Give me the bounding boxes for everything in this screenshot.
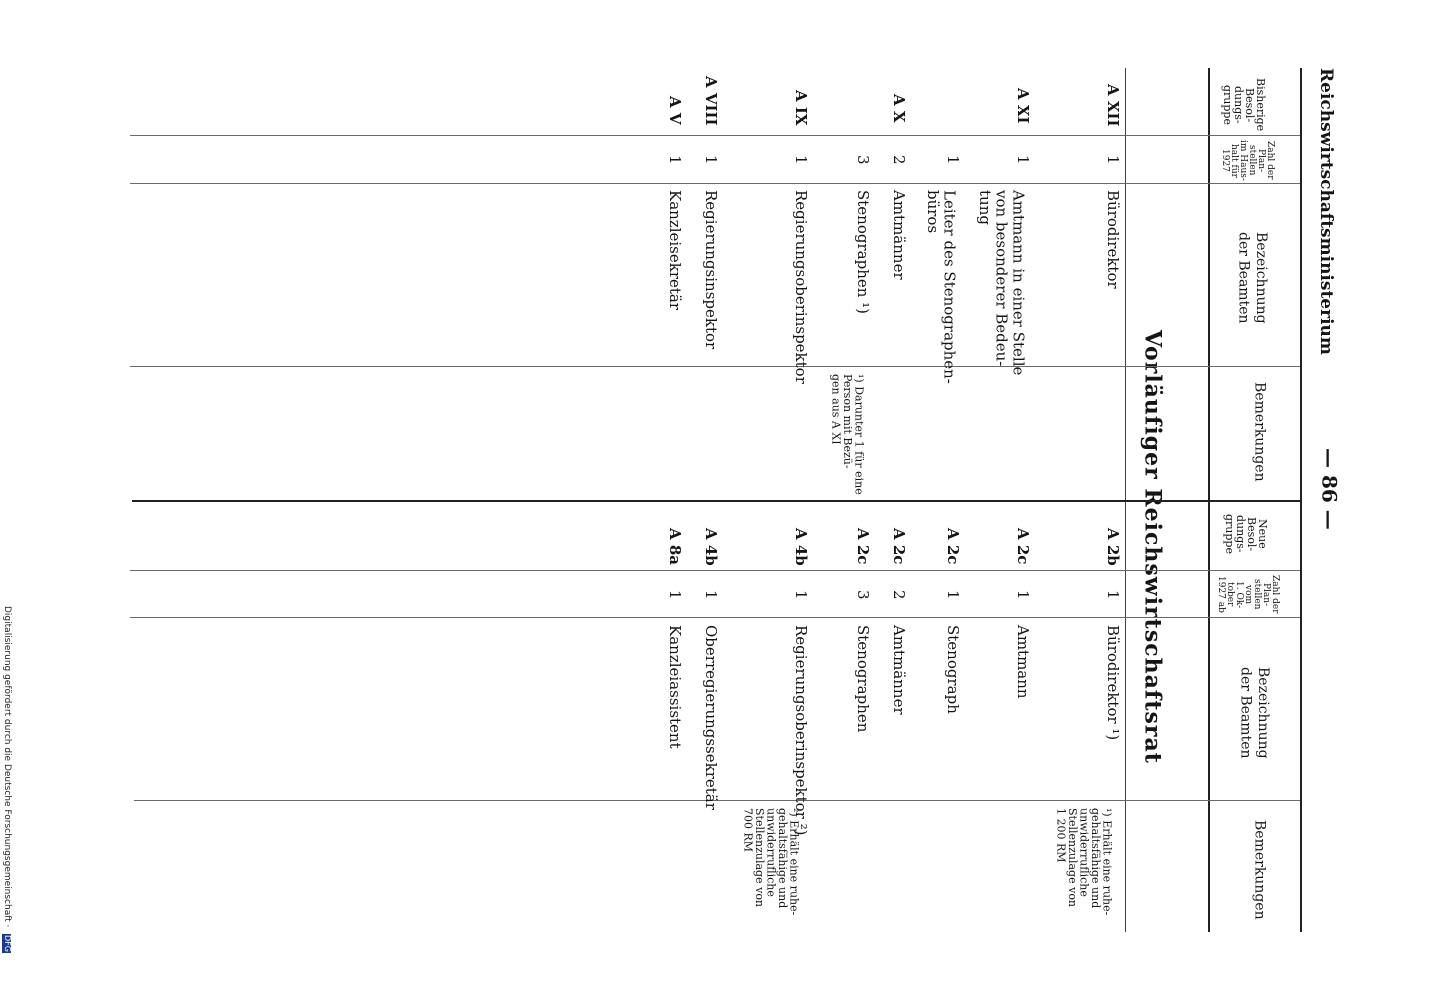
row-old-count: 1 [701, 155, 720, 165]
row-old-count: 1 [1013, 155, 1032, 165]
row-new-count: 3 [853, 590, 872, 600]
row-old-title: Stenographen ¹) [853, 190, 872, 315]
row-old-title: Regierungsinspektor [701, 190, 720, 350]
row-old-group: A IX [791, 90, 810, 126]
right-footnote-2: ²) Erhält eine ruhe- gehaltsfähige und unwiderrufliche Stellenzulage von 700 RM [741, 808, 801, 916]
row-old-title: Leiter des Stenographen- büros [923, 190, 959, 384]
row-new-group: A 4b [791, 528, 810, 566]
col-sep-1 [130, 135, 1300, 136]
row-old-count: 2 [889, 155, 908, 165]
center-rule [132, 500, 1300, 502]
row-old-group: A VIII [701, 76, 720, 126]
row-new-title: Oberregierungssekretär [701, 625, 720, 810]
row-new-group: A 2b [1103, 528, 1122, 566]
row-new-count: 2 [889, 590, 908, 600]
row-new-count: 1 [791, 590, 810, 600]
row-new-group: A 2c [943, 528, 962, 565]
row-old-title: Amtmänner [889, 190, 908, 280]
row-new-count: 1 [665, 590, 684, 600]
row-new-title: Amtmänner [889, 625, 908, 715]
section-title: Vorläufiger Reichswirtschaftsrat [1139, 330, 1166, 764]
row-new-title: Kanzleiassistent [665, 625, 684, 749]
row-old-count: 3 [853, 155, 872, 165]
row-new-group: A 4b [701, 528, 720, 566]
row-old-count: 1 [943, 155, 962, 165]
row-old-group: A XI [1013, 88, 1032, 124]
ministry-title: Reichswirtschaftsministerium [1316, 68, 1337, 355]
row-new-count: 1 [1013, 590, 1032, 600]
row-old-count: 1 [665, 155, 684, 165]
header-count-oct: Zahl der Plan- stellen vom 1. Ok- tober 1927 ab [1216, 575, 1280, 614]
row-new-group: A 2c [853, 528, 872, 565]
row-new-title: Stenograph [943, 625, 962, 714]
row-new-count: 1 [943, 590, 962, 600]
header-new-group: Neue Besol- dungs- gruppe [1223, 514, 1269, 554]
col-sep-3 [130, 366, 1300, 367]
row-old-title: Kanzleisekretär [665, 190, 684, 311]
credit-text: Digitalisierung gefördert durch die Deutsche Forschungsgemeinschaft · [2, 606, 13, 928]
col-sep-6 [130, 617, 1300, 618]
row-new-count: 1 [701, 590, 720, 600]
right-footnote-1: ¹) Erhält eine ruhe- gehaltsfähige und unwiderrufliche Stellenzulage von 1 200 RM [1054, 808, 1114, 916]
row-old-count: 1 [791, 155, 810, 165]
header-new-remarks: Bemerkungen [1251, 820, 1268, 920]
row-old-title: Bürodirektor [1103, 190, 1122, 289]
table-bottom-rule [1300, 68, 1302, 932]
row-old-title: Regierungsoberinspektor [791, 190, 810, 384]
row-new-title: Regierungsoberinspektor ²) [791, 625, 810, 836]
row-old-group: A XII [1103, 84, 1122, 127]
col-sep-5 [130, 570, 1300, 571]
header-count-1927: Zahl der Plan- stellen im Haus- halt für 1927 [1220, 140, 1275, 181]
header-old-group: Bisherige Besol- dungs- gruppe [1221, 78, 1267, 132]
header-old-remarks: Bemerkungen [1251, 382, 1268, 482]
row-new-title: Amtmann [1013, 625, 1032, 699]
col-sep-2 [130, 183, 1300, 184]
row-new-group: A 8a [665, 528, 684, 566]
digitization-credit [2, 606, 12, 953]
header-new-designation: Bezeichnung der Beamten [1237, 667, 1271, 759]
row-new-group: A 2c [889, 528, 908, 565]
row-new-count: 1 [1103, 590, 1122, 600]
row-new-title: Bürodirektor ¹) [1103, 625, 1122, 741]
row-new-group: A 2c [1013, 528, 1032, 565]
header-old-designation: Bezeichnung der Beamten [1235, 232, 1269, 324]
dfg-logo: DFG [3, 935, 13, 953]
row-old-group: A V [665, 96, 684, 125]
left-footnote-1: ¹) Darunter 1 für eine Person mit Bezü- gen aus A XI [829, 374, 866, 495]
page-number: — 86 — [1317, 448, 1342, 530]
row-new-title: Stenographen [853, 625, 872, 733]
row-old-count: 1 [1103, 155, 1122, 165]
row-old-group: A X [889, 94, 908, 123]
row-old-title: Amtmann in einer Stelle von besonderer Bedeu- tung [975, 190, 1028, 376]
